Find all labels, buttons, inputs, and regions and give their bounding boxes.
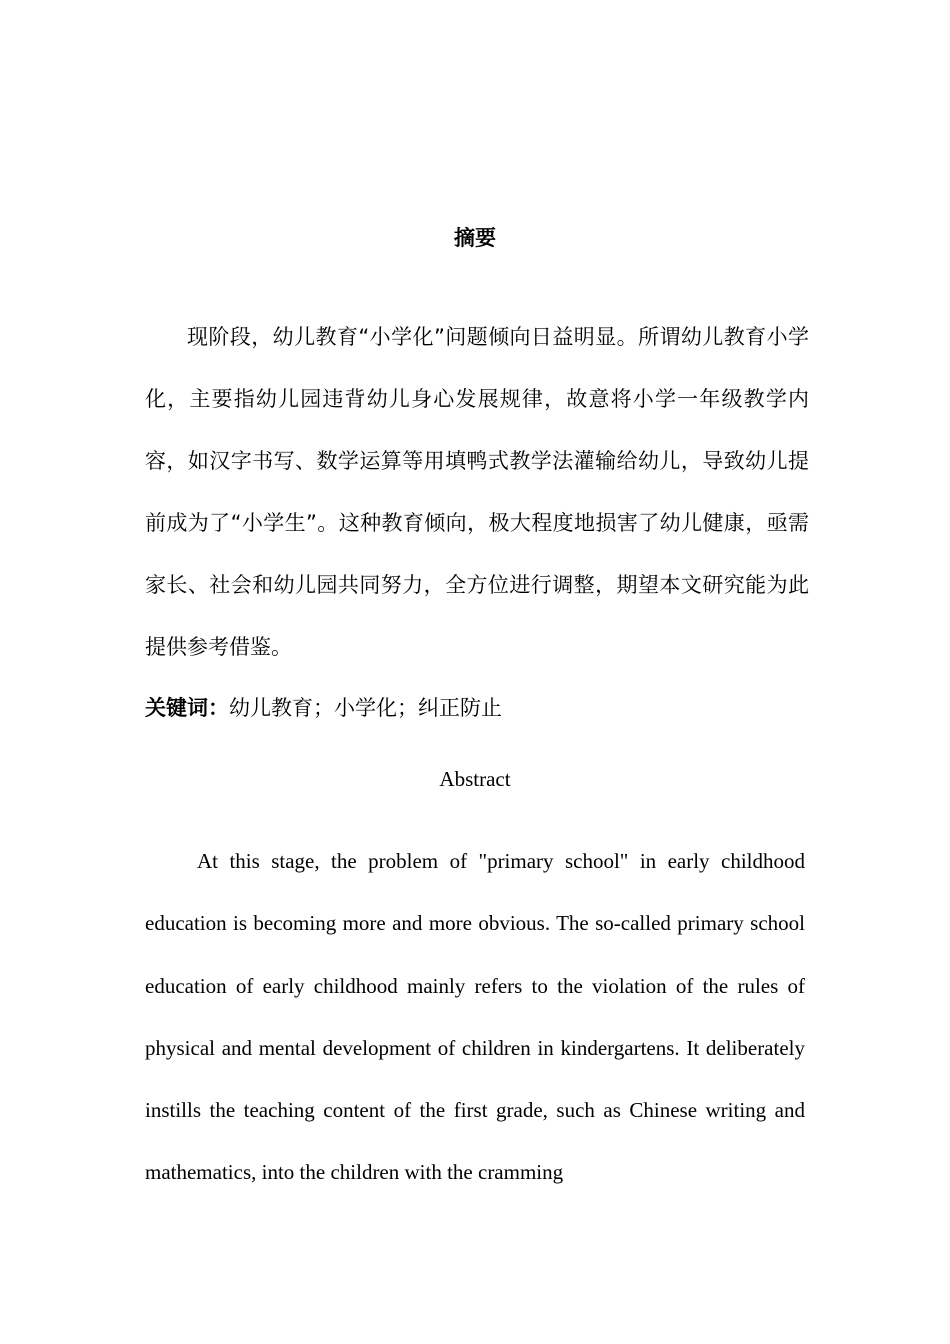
keywords-values: 幼儿教育；小学化；纠正防止 — [229, 696, 502, 720]
english-abstract-paragraph: At this stage, the problem of "primary school" in early childhood education is becoming more and more obvious. The so-called primary school education of early childhood mainly refers to the violation of the rules of physical and mental development of children in kindergartens. It deliberately instills the teaching content of the first grade, such as Chinese writing and mathematics, into the children with the cramming — [145, 849, 805, 1185]
keywords-label: 关键词： — [145, 696, 229, 720]
chinese-abstract-title: 摘要 — [454, 226, 496, 250]
keywords-line — [145, 692, 809, 724]
english-abstract-title: Abstract — [439, 767, 511, 791]
chinese-abstract-paragraph: 现阶段，幼儿教育“小学化”问题倾向日益明显。所谓幼儿教育小学化，主要指幼儿园违背幼儿身心发展规律，故意将小学一年级教学内容，如汉字书写、数学运算等用填鸭式教学法灌输给幼儿，导致幼儿提前成为了“小学生”。这种教育倾向，极大程度地损害了幼儿健康，亟需家长、社会和幼儿园共同努力，全方位进行调整，期望本文研究能为此提供参考借鉴。 — [145, 325, 809, 659]
